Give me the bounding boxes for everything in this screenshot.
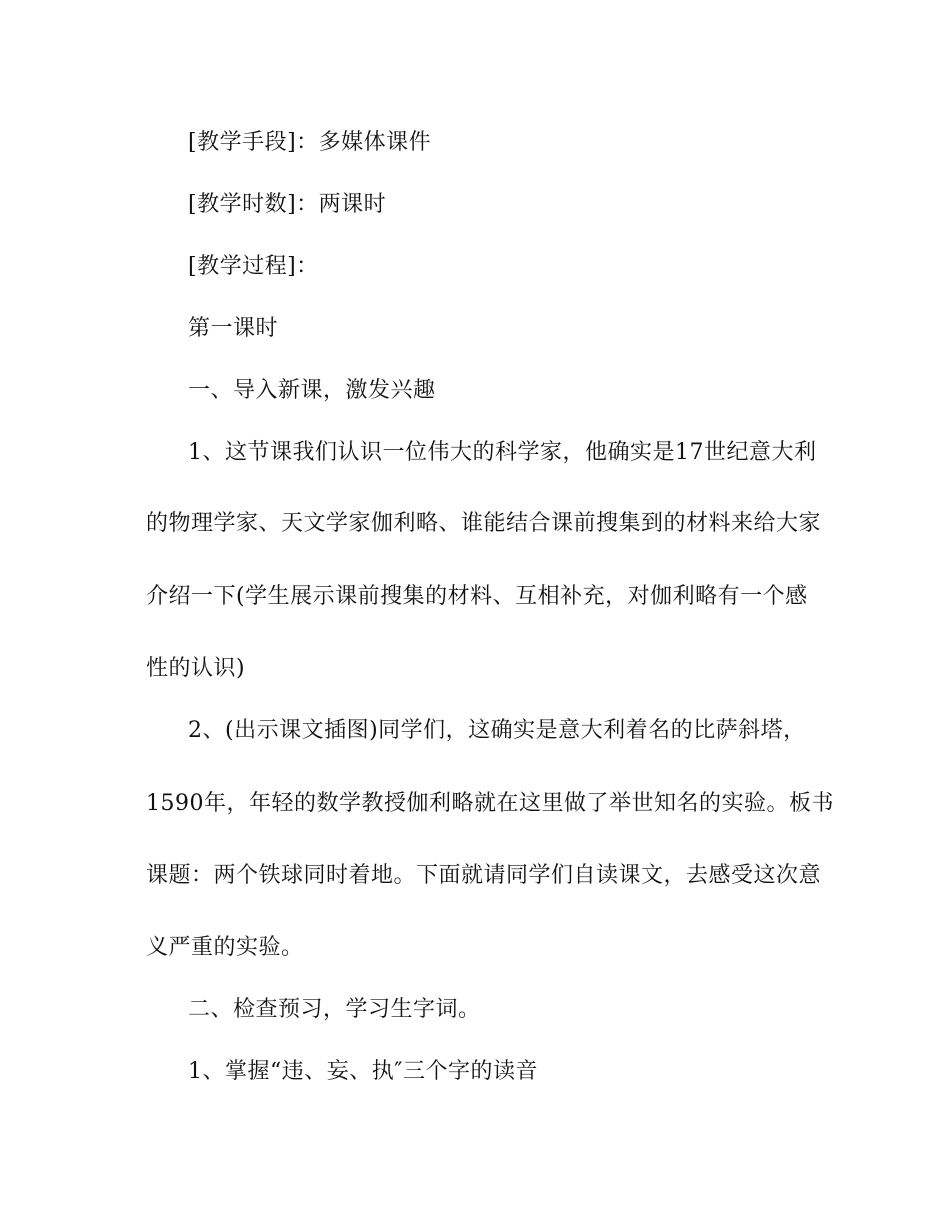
teaching-means-line: [教学手段]：多媒体课件 [188,130,432,155]
section-two-heading: 二、检查预习，学习生字词。 [188,997,481,1022]
paragraph-line: 介绍一下(学生展示课前搜集的材料、互相补充，对伽利略有一个感 [146,584,808,609]
paragraph-line: 1、这节课我们认识一位伟大的科学家，他确实是17世纪意大利 [188,440,817,465]
paragraph-line: 1、掌握“违、妄、执″三个字的读音 [188,1059,538,1084]
paragraph-line: 1590年，年轻的数学教授伽利略就在这里做了举世知名的实验。板书 [146,791,834,816]
teaching-process-line: [教学过程]： [188,254,319,279]
paragraph-line: 性的认识) [146,656,246,681]
paragraph-line: 义严重的实验。 [146,935,304,960]
paragraph-line: 课题：两个铁球同时着地。下面就请同学们自读课文，去感受这次意 [146,863,822,888]
paragraph-line: 2、(出示课文插图)同学们，这确实是意大利着名的比萨斜塔， [188,718,806,743]
paragraph-line: 的物理学家、天文学家伽利略、谁能结合课前搜集到的材料来给大家 [146,511,822,536]
teaching-hours-line: [教学时数]：两课时 [188,192,387,217]
section-one-heading: 一、导入新课，激发兴趣 [188,378,436,403]
first-lesson-heading: 第一课时 [188,316,279,341]
